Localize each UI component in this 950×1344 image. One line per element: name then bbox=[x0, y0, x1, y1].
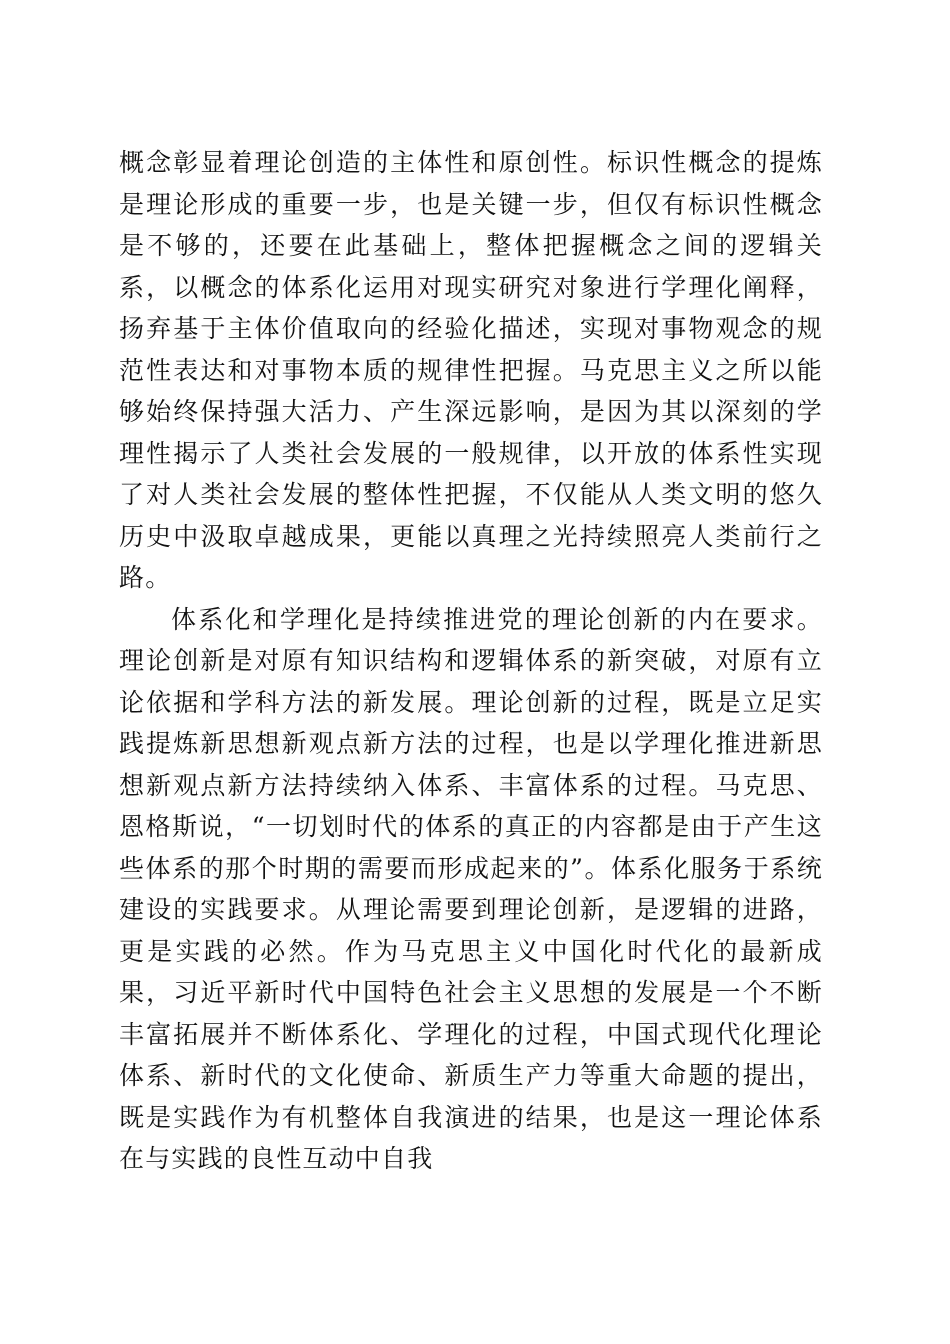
paragraph-theoretical-innovation: 体系化和学理化是持续推进党的理论创新的内在要求。理论创新是对原有知识结构和逻辑体系的新突破，对原有立论依据和学科方法的新发展。理论创新的过程，既是立足实践提炼新思想新观点新方法的过程，也是以学理化推进新思想新观点新方法持续纳入体系、丰富体系的过程。马克思、恩格斯说，“一切划时代的体系的真正的内容都是由于产生这些体系的那个时期的需要而形成起来的”。体系化服务于系统建设的实践要求。从理论需要到理论创新，是逻辑的进路，更是实践的必然。作为马克思主义中国化时代化的最新成果，习近平新时代中国特色社会主义思想的发展是一个不断丰富拓展并不断体系化、学理化的过程，中国式现代化理论体系、新时代的文化使命、新质生产力等重大命题的提出，既是实践作为有机整体自我演进的结果，也是这一理论体系在与实践的良性互动中自我 bbox=[119, 604, 823, 1173]
paragraph-concept-systematization: 概念彰显着理论创造的主体性和原创性。标识性概念的提炼是理论形成的重要一步，也是关键一步，但仅有标识性概念是不够的，还要在此基础上，整体把握概念之间的逻辑关系，以概念的体系化运用对现实研究对象进行学理化阐释，扬弃基于主体价值取向的经验化描述，实现对事物观念的规范性表达和对事物本质的规律性把握。马克思主义之所以能够始终保持强大活力、产生深远影响，是因为其以深刻的学理性揭示了人类社会发展的一般规律，以开放的体系性实现了对人类社会发展的整体性把握，不仅能从人类文明的悠久历史中汲取卓越成果，更能以真理之光持续照亮人类前行之路。 bbox=[119, 148, 823, 592]
document-page bbox=[119, 142, 823, 1180]
